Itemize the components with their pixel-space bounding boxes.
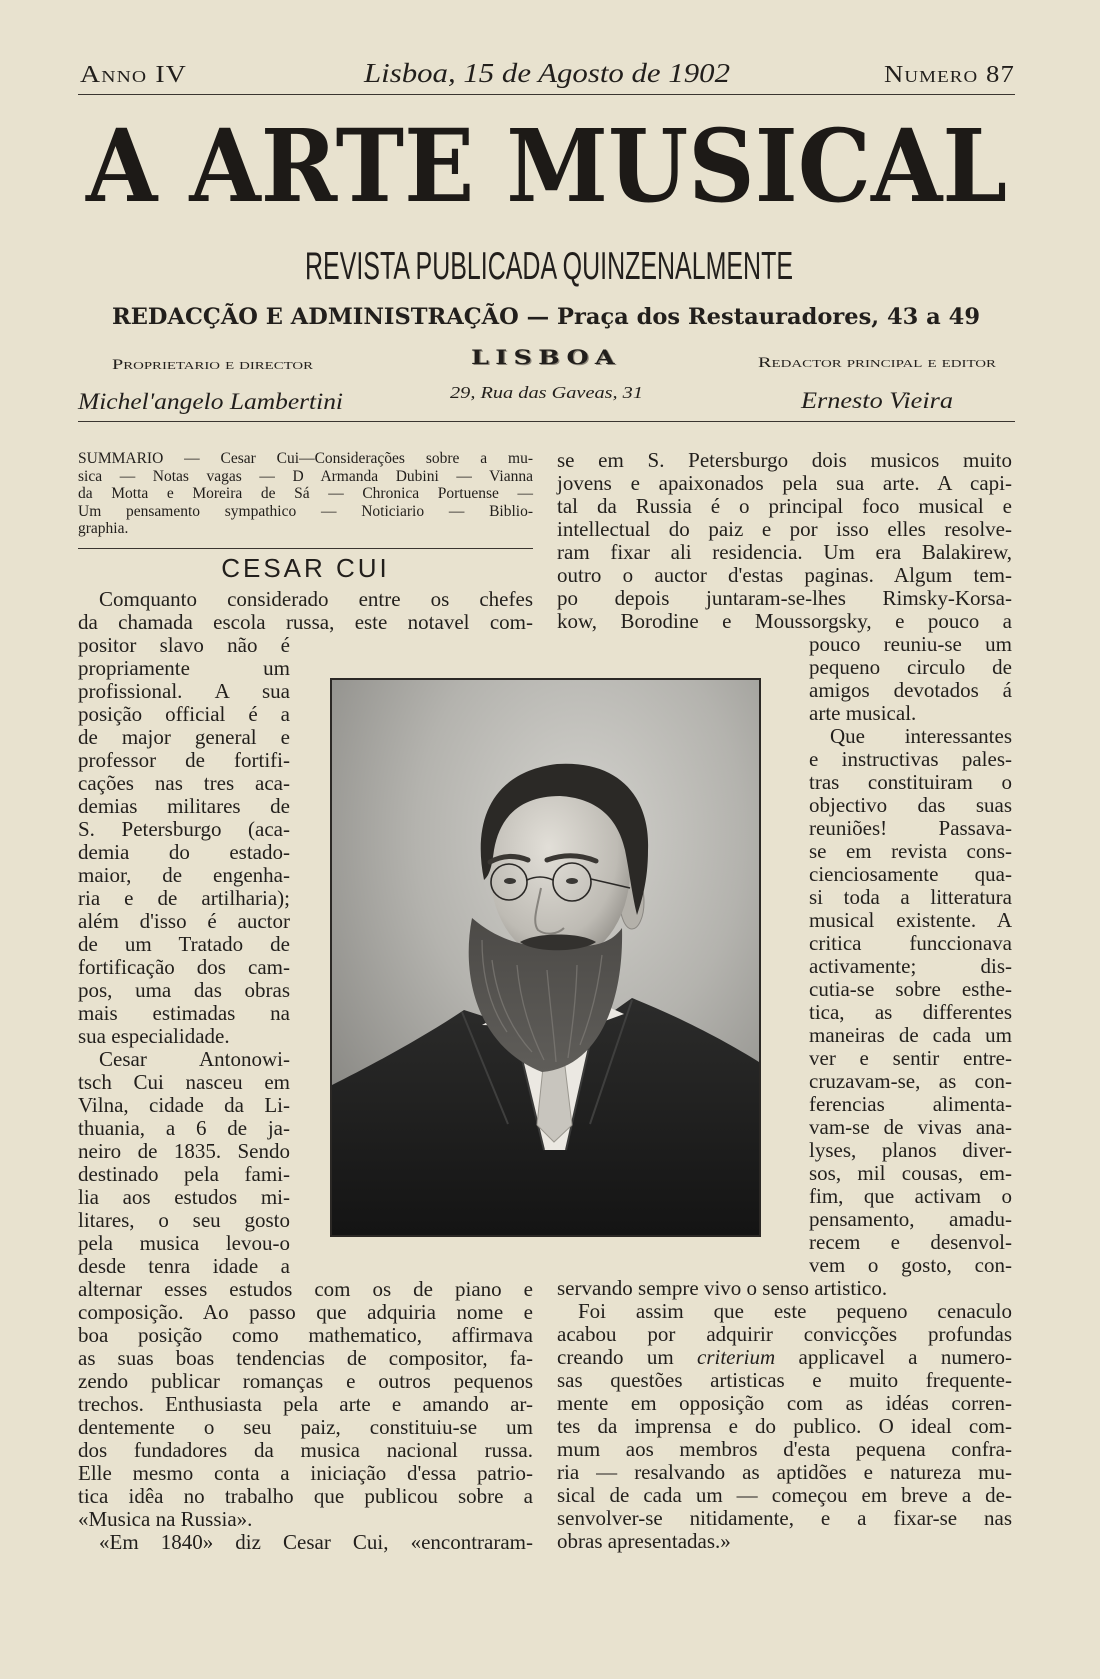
article-line: Que interessantes [830,724,1012,748]
article-line: mum aos membros d'esta pequena confra- [557,1437,1012,1461]
proprietor-name-text: Michel'angelo Lambertini [78,389,343,414]
title-text: A ARTE MUSICAL [86,107,1007,225]
article-title: CESAR CUI [221,553,390,583]
article-line: tras constituiram o [809,770,1012,794]
masthead-rule [78,421,1015,422]
article-line: maior, de engenha- [78,863,290,887]
article-line: Vilna, cidade da Li- [78,1093,290,1117]
article-line: Elle mesmo conta a iniciação d'essa patrio- [78,1461,533,1485]
article-line: vem o gosto, con- [809,1253,1012,1277]
article-line: trechos. Enthusiasta pela arte e amando ar- [78,1392,533,1416]
article-line: tsch Cui nasceu em [78,1070,290,1094]
portrait-eye-left [504,878,516,884]
article-line: fim, que activam o [809,1184,1012,1208]
article-line: desde tenra idade a [78,1254,290,1278]
article-line [557,1346,1012,1369]
subtitle-text: REVISTA PUBLICADA QUINZENALMENTE [305,245,793,288]
article-line: senvolver-se nitidamente, e a fixar-se nas [557,1506,1012,1530]
masthead-street [450,383,643,403]
summary-line: SUMMARIO — Cesar Cui—Considerações sobre a mu- [78,450,533,467]
masthead-address [112,304,980,330]
article-line: thuania, a 6 de ja- [78,1116,290,1140]
article-line: sos, mil cousas, em- [809,1161,1012,1185]
masthead-city [471,345,621,369]
article-line: po depois juntaram-se-lhes Rimsky-Korsa- [557,586,1012,610]
editor-name-text: Ernesto Vieira [801,388,953,413]
article-line: litares, o seu gosto [78,1208,290,1232]
article-line: sical de cada um — começou em breve a de- [557,1483,1012,1507]
article-line: ria e de artilharia); [78,886,290,910]
masthead-dateline [364,57,730,89]
article-line: Cesar Antonowi- [99,1047,290,1071]
article-line: «Em 1840» diz Cesar Cui, «encontraram- [99,1530,533,1554]
article-line: tal da Russia é o principal foco musical e [557,494,1012,518]
article-line: demia do estado- [78,840,290,864]
article-line: intellectual do paiz e por isso elles resolve- [557,517,1012,541]
article-line: alternar esses estudos com os de piano e [78,1277,533,1301]
article-line: se em revista cons- [809,839,1012,863]
article-line: recem e desenvol- [809,1230,1012,1254]
article-line: mais estimadas na [78,1001,290,1025]
editor-label [758,354,996,372]
proprietor-label [112,356,313,374]
article-line: servando sempre vivo o senso artistico. [557,1276,888,1300]
article-line: ram fixar ali residencia. Um era Balakirew, [557,540,1012,564]
article-line: professor de fortifi- [78,748,290,772]
article-line: destinado pela fami- [78,1162,290,1186]
article-line: maneiras de cada um [809,1023,1012,1047]
dateline-text: Lisboa, 15 de Agosto de 1902 [364,58,730,88]
article-line: Comquanto considerado entre os chefes [99,587,533,611]
article-line: outro o auctor d'estas paginas. Algum tem- [557,563,1012,587]
editor-label-text: Redactor principal e editor [758,355,996,371]
article-line: positor slavo não é [78,633,290,657]
article-line: sas questões artisticas e muito frequente- [557,1368,1012,1392]
article-line: tes da imprensa e do publico. O ideal com- [557,1414,1012,1438]
article-line: sua especialidade. [78,1024,230,1048]
volume-text: Anno IV [80,62,187,88]
article-line: profissional. A sua [78,679,290,703]
article-line: pequeno circulo de [809,655,1012,679]
article-line: cutia-se sobre esthe- [809,977,1012,1001]
summary-line: Um pensamento sympathico — Noticiario — Biblio- [78,502,533,520]
article-line: as suas boas tendencias de compositor, fa- [78,1346,533,1370]
article-line: tica idêa no trabalho que publicou sobre a [78,1484,533,1508]
article-line: neiro de 1835. Sendo [78,1139,290,1163]
article-line: se em S. Petersburgo dois musicos muito [557,448,1012,472]
issue-text: Numero 87 [884,62,1015,88]
article-line: lyses, planos diver- [809,1138,1012,1162]
article-line: pouco reuniu-se um [809,632,1012,656]
article-line: ver e sentir entre- [809,1046,1012,1070]
article-line: mente em opposição com as idéas corren- [557,1391,1012,1415]
summary-rule [78,548,533,549]
street-text: 29, Rua das Gaveas, 31 [450,383,643,402]
article-line: Foi assim que este pequeno cenaculo [578,1299,1012,1323]
article-line: propriamente um [78,656,290,680]
article-line: dentemente o seu paiz, constituiu-se um [78,1415,533,1439]
article-line: além d'isso é auctor [78,909,290,933]
masthead-issue-number [884,60,1015,90]
article-line: pos, uma das obras [78,978,290,1002]
emphasis-text: criterium [697,1345,776,1369]
portrait-image [332,680,759,1235]
summary-line: da Motta e Moreira de Sá — Chronica Portuense — [78,485,533,502]
article-line: tica, as differentes [809,1000,1012,1024]
article-line: zendo publicar romanças e outros pequenos [78,1369,533,1393]
article-line: de um Tratado de [78,932,290,956]
article-line: vam-se de vivas ana- [809,1115,1012,1139]
article-line: objectivo das suas [809,793,1012,817]
article-line: fortificação dos cam- [78,955,290,979]
portrait-eye-right [566,878,578,884]
article-line: de major general e [78,725,290,749]
masthead-subtitle [305,247,793,287]
address-text: REDACÇÃO E ADMINISTRAÇÃO — Praça dos Restauradores, 43 a 49 [112,304,980,330]
article-line: amigos devotados á [809,678,1012,702]
article-line: jovens e apaixonados pela sua arte. A capi- [557,471,1012,495]
article-line: kow, Borodine e Moussorgsky, e pouco a [557,609,1012,633]
article-line: S. Petersburgo (aca- [78,817,290,841]
article-line: acabou por adquirir convicções profundas [557,1322,1012,1346]
proprietor-label-text: Proprietario e director [112,357,313,373]
article-line: demias militares de [78,794,290,818]
article-line: lia aos estudos mi- [78,1185,290,1209]
article-line: composição. Ao passo que adquiria nome e [78,1300,533,1324]
article-line: activamente; dis- [809,954,1012,978]
article-line: critica funccionava [809,931,1012,955]
summary-block [78,450,533,538]
line-text: creando um [557,1345,698,1369]
article-line: cruzavam-se, as con- [809,1069,1012,1093]
summary-line: sica — Notas vagas — D Armanda Dubini — Vianna [78,467,533,485]
header-rule [78,94,1015,95]
article-line: ferencias alimenta- [809,1092,1012,1116]
editor-name [801,387,953,415]
article-line: cienciosamente qua- [809,862,1012,886]
article-line: boa posição como mathematico, affirmava [78,1323,533,1347]
article-line: arte musical. [809,701,917,725]
masthead-volume [80,60,187,90]
summary-line: graphia. [78,520,129,537]
article-line: obras apresentadas.» [557,1529,731,1553]
article-line: musical existente. A [809,908,1012,932]
proprietor-name [78,388,343,416]
article-line: e instructivas pales- [809,747,1012,771]
masthead-title [86,107,1007,226]
article-line: pela musica levou-o [78,1231,290,1255]
article-line: ria — resalvando as aptidões e natureza mu- [557,1460,1012,1484]
city-text: LISBOA [471,345,621,369]
article-line: si toda a litteratura [809,885,1012,909]
article-line: pensamento, amadu- [809,1207,1012,1231]
article-line: reuniões! Passava- [809,816,1012,840]
article-line: da chamada escola russa, este notavel com- [78,610,533,634]
line-text: applicavel a numero- [775,1345,1012,1369]
article-line: posição official é a [78,702,290,726]
portrait-photo [330,678,761,1237]
article-line: «Musica na Russia». [78,1507,253,1531]
article-line: cações nas tres aca- [78,771,290,795]
article-line: dos fundadores da musica nacional russa. [78,1438,533,1462]
